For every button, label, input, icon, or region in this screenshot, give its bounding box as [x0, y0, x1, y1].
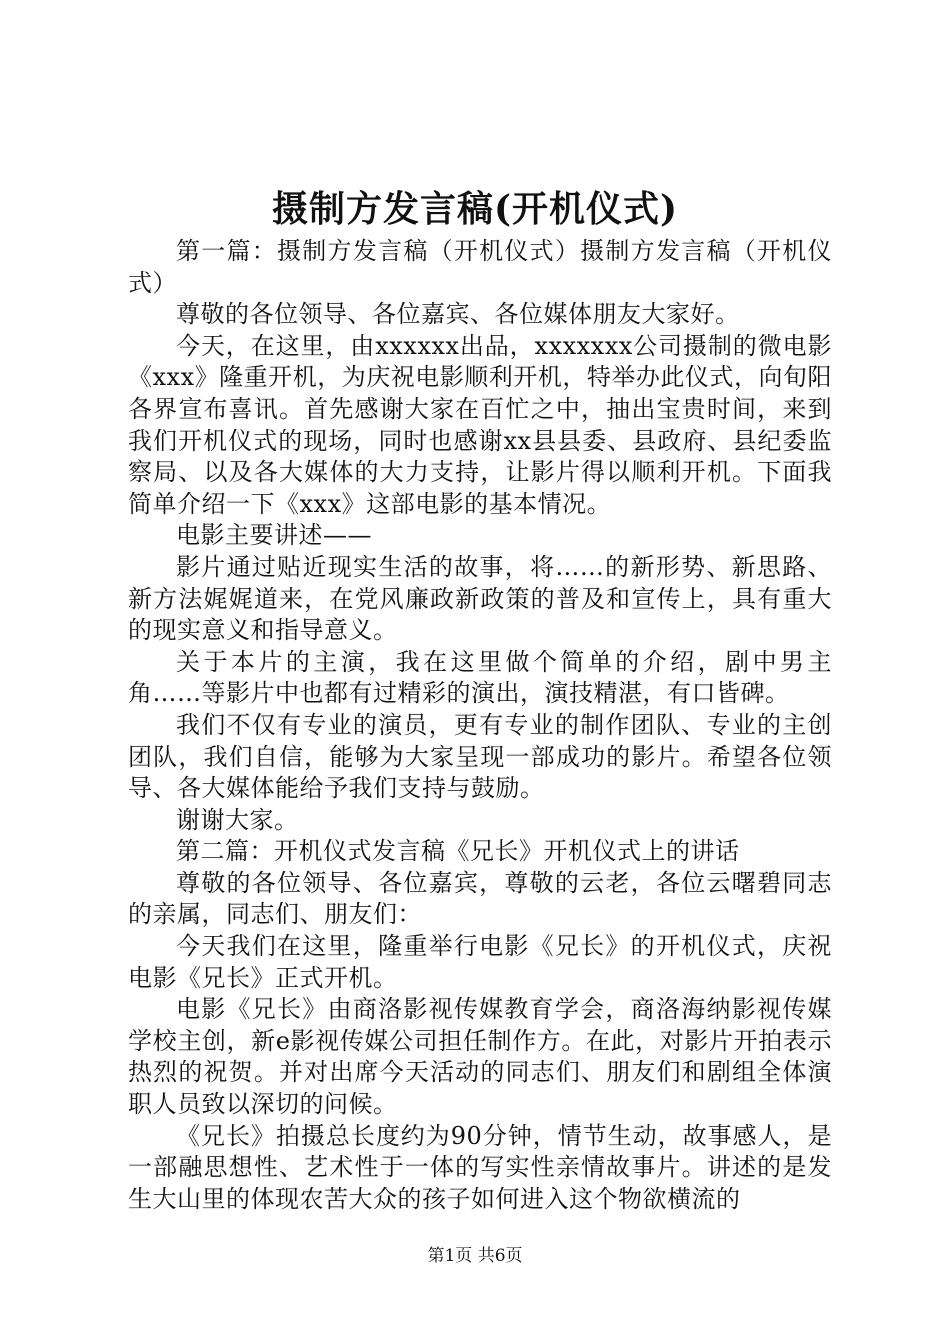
paragraph: 《兄长》拍摄总长度约为90分钟，情节生动，故事感人，是一部融思想性、艺术性于一体的写实性亲情故事片。讲述的是发生大山里的体现农苦大众的孩子如何进入这个物欲横流的 [128, 1121, 832, 1213]
paragraph: 今天我们在这里，隆重举行电影《兄长》的开机仪式，庆祝电影《兄长》正式开机。 [128, 932, 832, 992]
page-number-footer: 第1页 共6页 [427, 1246, 523, 1266]
paragraph: 影片通过贴近现实生活的故事，将……的新形势、新思路、新方法娓娓道来，在党风廉政新政策的普及和宣传上，具有重大的现实意义和指导意义。 [128, 552, 832, 645]
paragraph: 第一篇：摄制方发言稿（开机仪式）摄制方发言稿（开机仪式） [128, 237, 832, 297]
paragraph: 今天，在这里，由xxxxxx出品，xxxxxxx公司摄制的微电影《xxx》隆重开机，为庆祝电影顺利开机，特举办此仪式，向旬阳各界宣布喜讯。首先感谢大家在百忙之中，抽出宝贵时间，来到我们开机仪式的现场，同时也感谢xx县县委、县政府、县纪委监察局、以及各大媒体的大力支持，让影片得以顺利开机。下面我简单介绍一下《xxx》这部电影的基本情况。 [128, 331, 832, 518]
paragraph: 电影主要讲述—— [176, 521, 372, 550]
paragraph: 电影《兄长》由商洛影视传媒教育学会，商洛海纳影视传媒学校主创，新e影视传媒公司担任制作方。在此，对影片开拍表示热烈的祝贺。并对出席今天活动的同志们、朋友们和剧组全体演职人员致以深切的问候。 [128, 995, 832, 1119]
paragraph: 尊敬的各位领导、各位嘉宾、各位媒体朋友大家好。 [176, 300, 740, 329]
paragraph: 关于本片的主演，我在这里做个简单的介绍，剧中男主角……等影片中也都有过精彩的演出，演技精湛，有口皆碑。 [128, 647, 832, 708]
paragraph: 谢谢大家。 [176, 805, 299, 834]
paragraph: 我们不仅有专业的演员，更有专业的制作团队、专业的主创团队，我们自信，能够为大家呈现一部成功的影片。希望各位领导、各大媒体能给予我们支持与鼓励。 [128, 710, 832, 803]
paragraph: 尊敬的各位领导、各位嘉宾，尊敬的云老，各位云曙碧同志的亲属，同志们、朋友们： [128, 868, 832, 929]
document-title: 摄制方发言稿(开机仪式) [271, 188, 679, 230]
paragraph: 第二篇：开机仪式发言稿《兄长》开机仪式上的讲话 [176, 837, 740, 866]
document-body [128, 236, 832, 1215]
